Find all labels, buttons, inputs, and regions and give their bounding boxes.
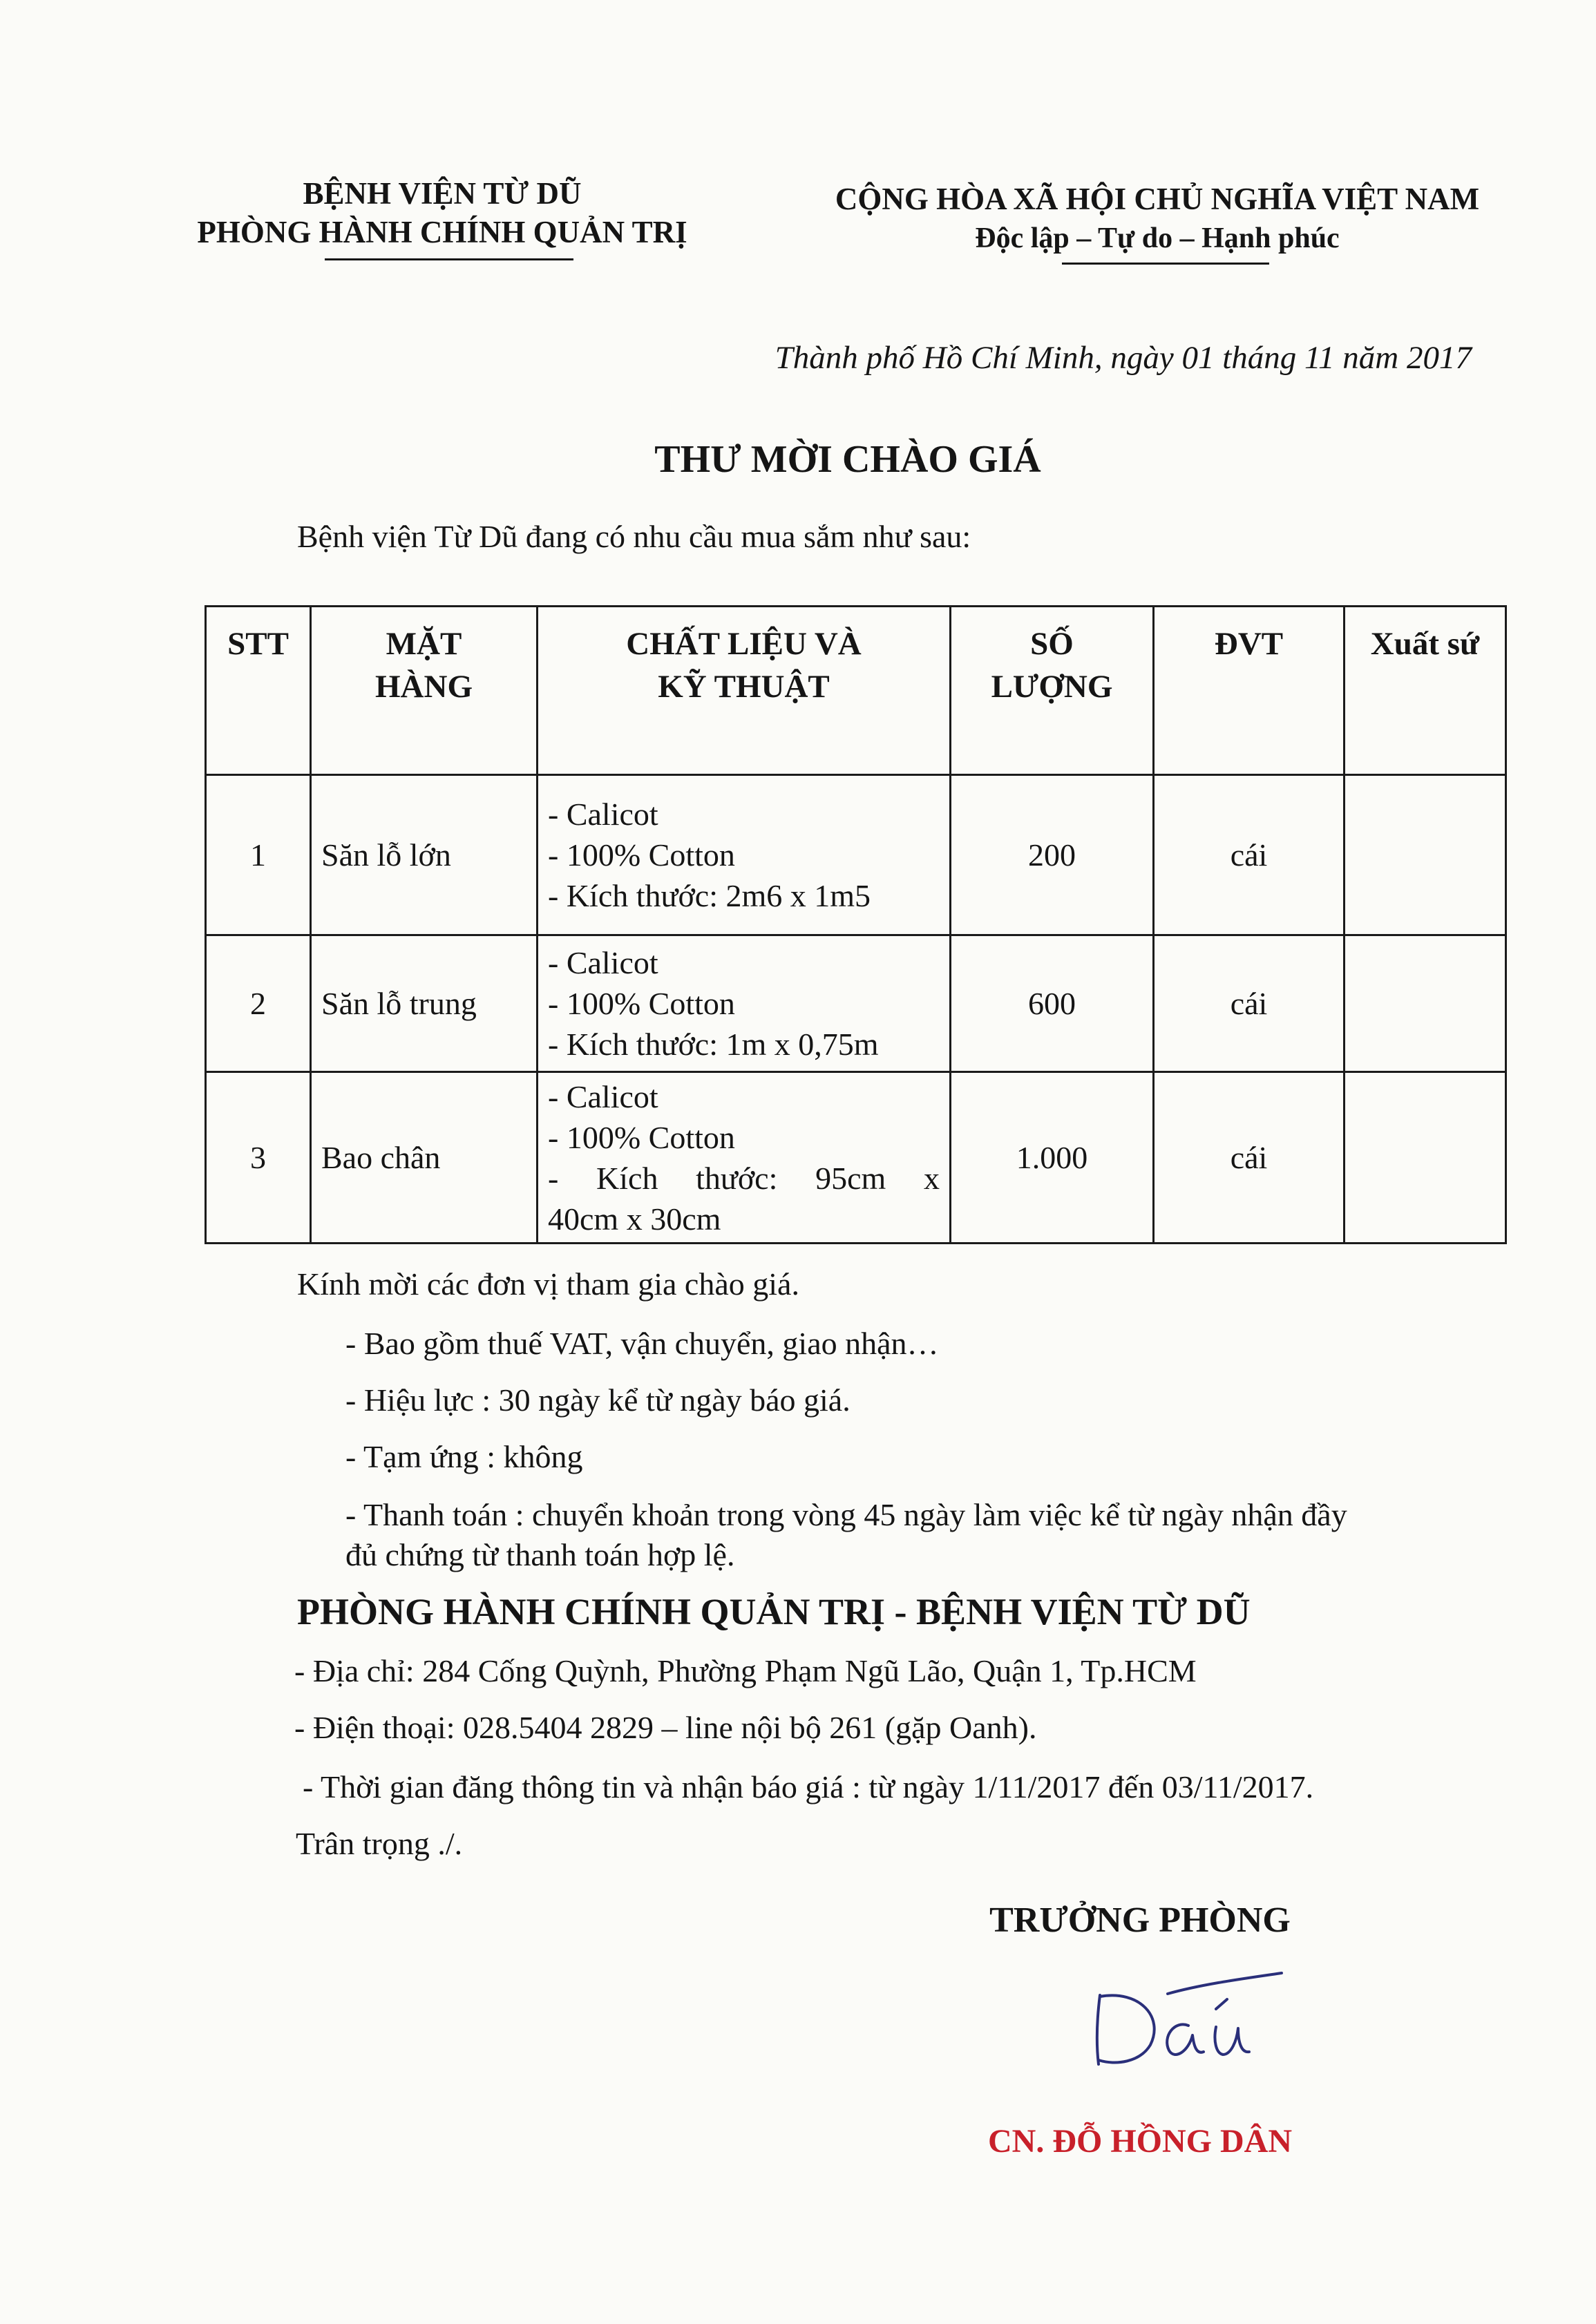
invitation-text: Kính mời các đơn vị tham gia chào giá.	[297, 1266, 799, 1302]
header-unit: ĐVT	[1154, 607, 1345, 775]
contact-address: - Địa chỉ: 284 Cống Quỳnh, Phường Phạm Ngũ Lão, Quận 1, Tp.HCM	[294, 1653, 1197, 1688]
header-spec: CHẤT LIỆU VÀ KỸ THUẬT	[538, 607, 951, 775]
row-origin	[1345, 935, 1506, 1072]
condition-payment-cont: đủ chứng từ thanh toán hợp lệ.	[345, 1537, 735, 1572]
row-origin	[1345, 1072, 1506, 1244]
row-stt: 3	[206, 1072, 311, 1244]
row-quantity: 600	[951, 935, 1154, 1072]
contact-heading: PHÒNG HÀNH CHÍNH QUẢN TRỊ - BỆNH VIỆN TỪ DŨ	[297, 1591, 1251, 1632]
signer-name: CN. ĐỖ HỒNG DÂN	[988, 2123, 1292, 2160]
row-origin	[1345, 775, 1506, 935]
contact-period: - Thời gian đăng thông tin và nhận báo giá : từ ngày 1/11/2017 đến 03/11/2017.	[303, 1769, 1314, 1804]
org-underline	[325, 258, 573, 260]
contact-phone: - Điện thoại: 028.5404 2829 – line nội bộ 261 (gặp Oanh).	[294, 1710, 1037, 1745]
table-header-row	[206, 607, 1506, 775]
row-stt: 2	[206, 935, 311, 1072]
organization-name: BỆNH VIỆN TỪ DŨ	[303, 176, 582, 211]
row-item: Săn lỗ trung	[311, 935, 538, 1072]
condition-payment: - Thanh toán : chuyển khoản trong vòng 45 ngày làm việc kể từ ngày nhận đầy	[345, 1497, 1347, 1532]
row-item: Bao chân	[311, 1072, 538, 1244]
row-spec: - Calicot - 100% Cotton - Kích thước: 1m x 0,75m	[538, 935, 951, 1072]
handwritten-signature	[1085, 1969, 1292, 2079]
row-quantity: 200	[951, 775, 1154, 935]
svg-text:Dân: Dân	[1085, 1969, 1086, 1970]
table-row	[206, 935, 1506, 1072]
items-table	[205, 605, 1507, 1244]
row-quantity: 1.000	[951, 1072, 1154, 1244]
row-spec: - Calicot - 100% Cotton - Kích thước: 95cm x 40cm x 30cm	[538, 1072, 951, 1244]
national-motto: Độc lập – Tự do – Hạnh phúc	[975, 222, 1340, 254]
condition-advance: - Tạm ứng : không	[345, 1439, 583, 1474]
row-unit: cái	[1154, 935, 1345, 1072]
table-row	[206, 775, 1506, 935]
row-spec: - Calicot - 100% Cotton - Kích thước: 2m6 x 1m5	[538, 775, 951, 935]
header-quantity: SỐ LƯỢNG	[951, 607, 1154, 775]
signer-role: TRƯỞNG PHÒNG	[989, 1901, 1291, 1940]
header-item: MẶT HÀNG	[311, 607, 538, 775]
condition-vat: - Bao gồm thuế VAT, vận chuyển, giao nhận…	[345, 1326, 939, 1361]
closing-text: Trân trọng ./.	[296, 1826, 463, 1861]
row-stt: 1	[206, 775, 311, 935]
row-unit: cái	[1154, 1072, 1345, 1244]
row-item: Săn lỗ lớn	[311, 775, 538, 935]
page-title: THƯ MỜI CHÀO GIÁ	[654, 438, 1041, 481]
national-title: CỘNG HÒA XÃ HỘI CHỦ NGHĨA VIỆT NAM	[835, 182, 1480, 216]
header-origin: Xuất sứ	[1345, 607, 1506, 775]
motto-underline	[1062, 263, 1269, 265]
header-stt: STT	[206, 607, 311, 775]
date-line: Thành phố Hồ Chí Minh, ngày 01 tháng 11 năm 2017	[775, 340, 1472, 376]
condition-validity: - Hiệu lực : 30 ngày kể từ ngày báo giá.	[345, 1382, 851, 1418]
intro-text: Bệnh viện Từ Dũ đang có nhu cầu mua sắm như sau:	[297, 519, 971, 554]
row-unit: cái	[1154, 775, 1345, 935]
table-row	[206, 1072, 1506, 1244]
department-name: PHÒNG HÀNH CHÍNH QUẢN TRỊ	[197, 215, 687, 249]
